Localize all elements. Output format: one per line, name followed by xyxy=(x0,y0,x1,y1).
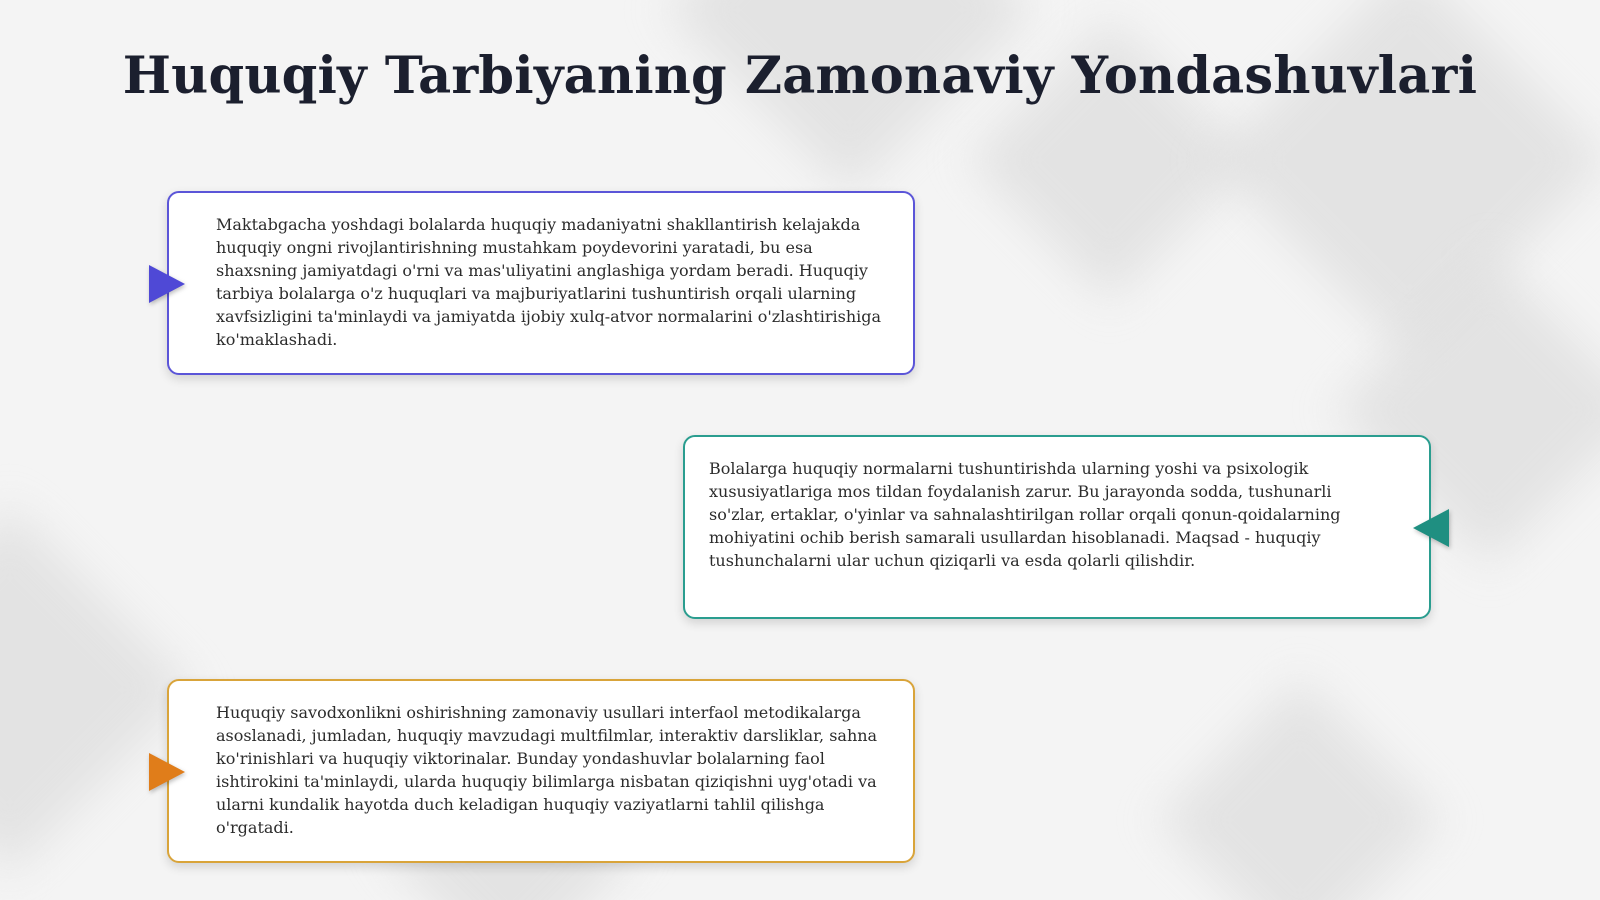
info-card-3 xyxy=(167,679,915,863)
info-card-text: Maktabgacha yoshdagi bolalarda huquqiy madaniyatni shakllantirish kelajakda huquqiy ongni rivojlantirishning mustahkam poydevorini yaratadi, bu esa shaxsning jamiyatdagi o'rni va mas'uliyatini anglashiga yordam beradi. Huquqiy tarbiya bolalarga o'z huquqlari va majburiyatlarini tushuntirish orqali ularning xavfsizligini ta'minlaydi va jamiyatda ijobiy xulq-atvor normalarini o'zlashtirishiga ko'maklashadi. xyxy=(216,215,882,349)
arrow-left-icon xyxy=(1413,509,1449,547)
slide-title: Huquqiy Tarbiyaning Zamonaviy Yondashuvlari xyxy=(122,46,1478,106)
background-shape xyxy=(0,506,194,874)
arrow-right-icon xyxy=(149,265,185,303)
arrow-right-icon xyxy=(149,753,185,791)
info-card-2 xyxy=(683,435,1431,619)
background-shape xyxy=(1159,679,1442,900)
info-card-text: Huquqiy savodxonlikni oshirishning zamonaviy usullari interfaol metodikalarga asoslanadi, jumladan, huquqiy mavzudagi multfilmlar, interaktiv darsliklar, sahna ko'rinishlari va huquqiy viktorinalar. Bunday yondashuvlar bolalarning faol ishtirokini ta'minlaydi, ularda huquqiy bilimlarga nisbatan qiziqishni uyg'otadi va ularni kundalik hayotda duch keladigan huquqiy vaziyatlarni tahlil qilishga o'rgatadi. xyxy=(216,703,878,837)
info-card-text: Bolalarga huquqiy normalarni tushuntirishda ularning yoshi va psixologik xususiyatlariga mos tildan foydalanish zarur. Bu jarayonda sodda, tushunarli so'zlar, ertaklar, o'yinlar va sahnalashtirilgan rollar orqali qonun-qoidalarning mohiyatini ochib berish samarali usullardan hisoblanadi. Maqsad - huquqiy tushunchalarni ular uchun qiziqarli va esda qolarli qilishdir. xyxy=(709,459,1341,570)
info-card-1 xyxy=(167,191,915,375)
